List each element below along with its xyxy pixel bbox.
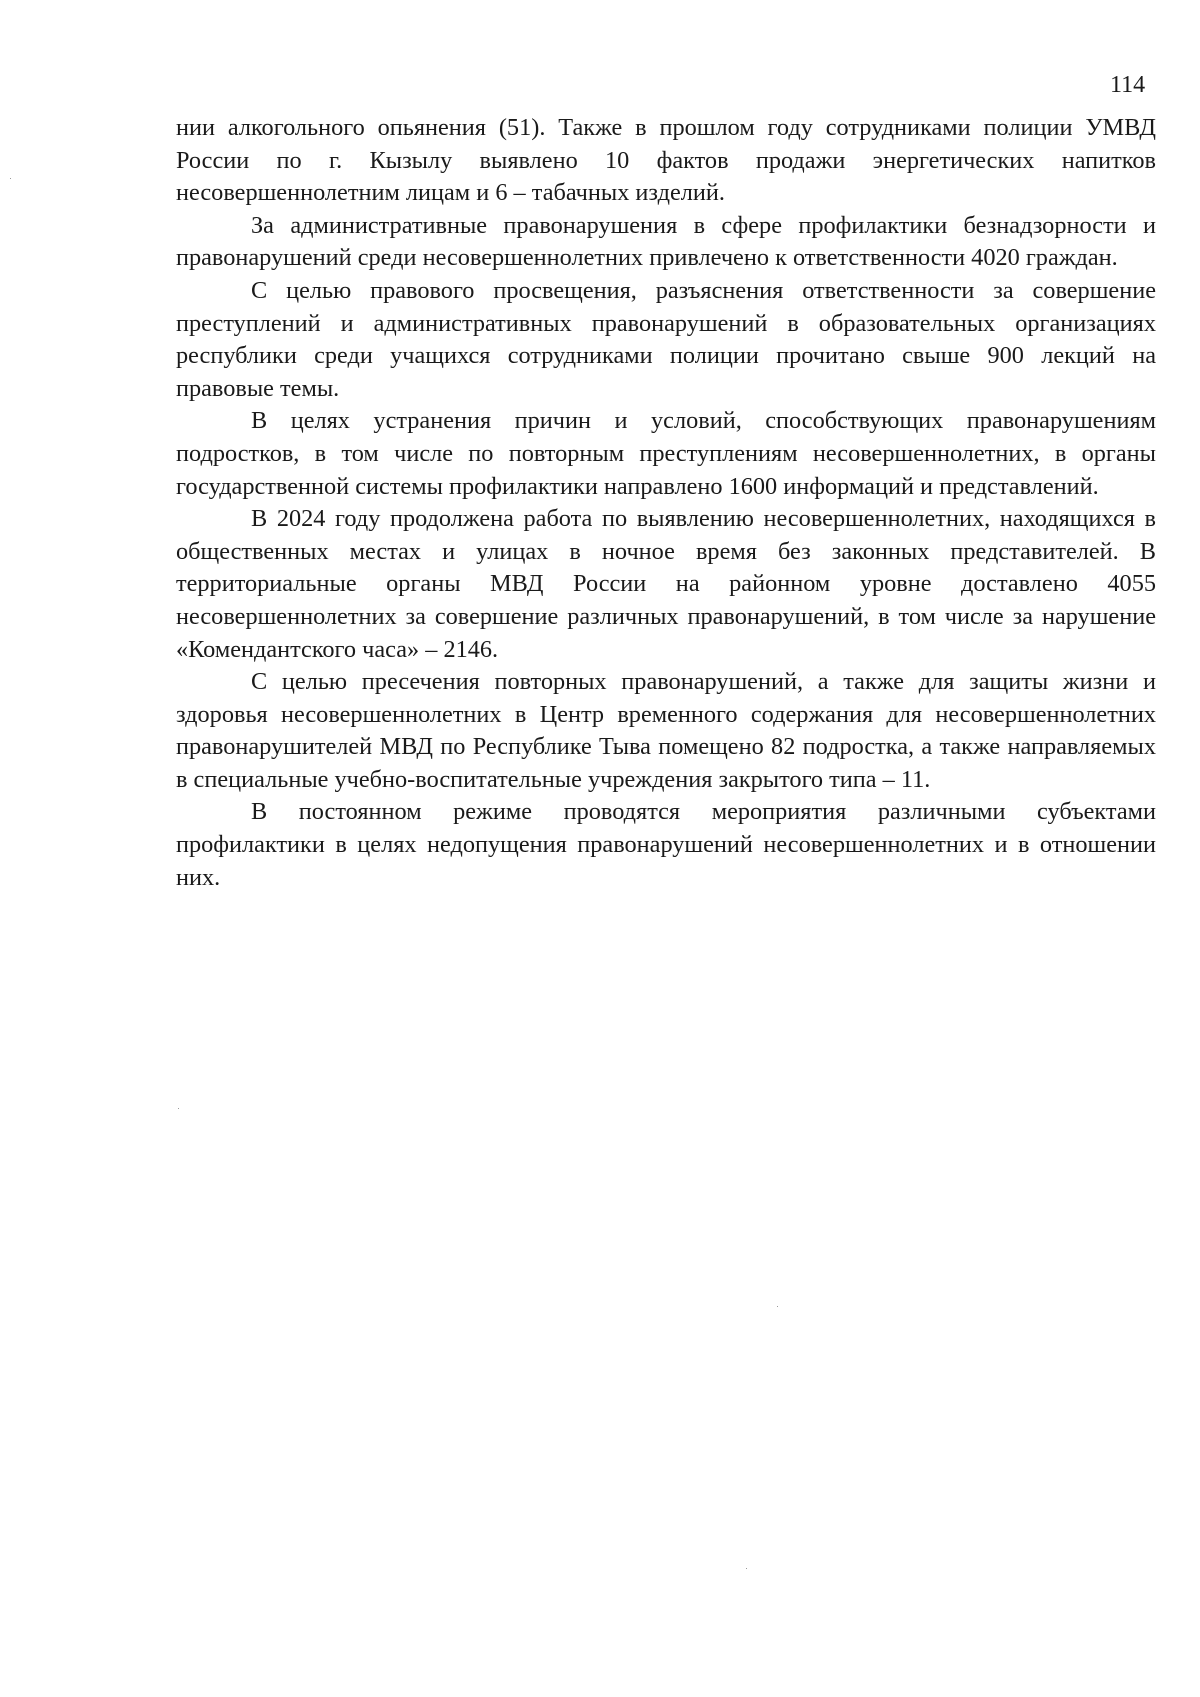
paragraph-prevention-causes: В целях устранения причин и условий, способствующих правонарушениям подростков, в том числе по повторным преступлениям несовершеннолетних, в органы государственной системы профилактики направлено 1600 информаций и представлений. (176, 407, 1156, 500)
scan-speck (10, 178, 11, 179)
paragraph-legal-education: С целью правового просвещения, разъяснения ответственности за совершение преступлений и административных правонарушений в образовательных организациях республики среди учащихся сотрудниками полиции прочитано свыше 900 лекций на правовые темы. (176, 276, 1156, 402)
document-body (176, 112, 1156, 894)
paragraph-night-detection: В 2024 году продолжена работа по выявлению несовершеннолетних, находящихся в общественных местах и улицах в ночное время без законных представителей. В территориальные органы МВД России на районном уровне доставлено 4055 несовершеннолетних за совершение различных правонарушений, в том числе за нарушение «Комендантского часа» – 2146. (176, 505, 1156, 663)
scan-speck (777, 1306, 778, 1307)
paragraph-continuation: нии алкогольного опьянения (51). Также в прошлом году сотрудниками полиции УМВД России по г. Кызылу выявлено 10 фактов продажи энергетических напитков несовершеннолетним лицам и 6 – табачных изделий. (176, 114, 1156, 207)
paragraph-administrative-liability: За административные правонарушения в сфере профилактики безнадзорности и правонарушений среди несовершеннолетних привлечено к ответственности 4020 граждан. (176, 211, 1156, 272)
scan-speck (746, 1568, 747, 1569)
page-number: 114 (1110, 72, 1146, 98)
paragraph-detention-center: С целью пресечения повторных правонарушений, а также для защиты жизни и здоровья несовершеннолетних в Центр временного содержания для несовершеннолетних правонарушителей МВД по Республике Тыва помещено 82 подростка, а также направляемых в специальные учебно-воспитательные учреждения закрытого типа – 11. (176, 668, 1156, 793)
paragraph-ongoing-measures: В постоянном режиме проводятся мероприятия различными субъектами профилактики в целях недопущения правонарушений несовершеннолетних и в отношении них. (176, 798, 1156, 891)
scan-speck (178, 1108, 179, 1109)
